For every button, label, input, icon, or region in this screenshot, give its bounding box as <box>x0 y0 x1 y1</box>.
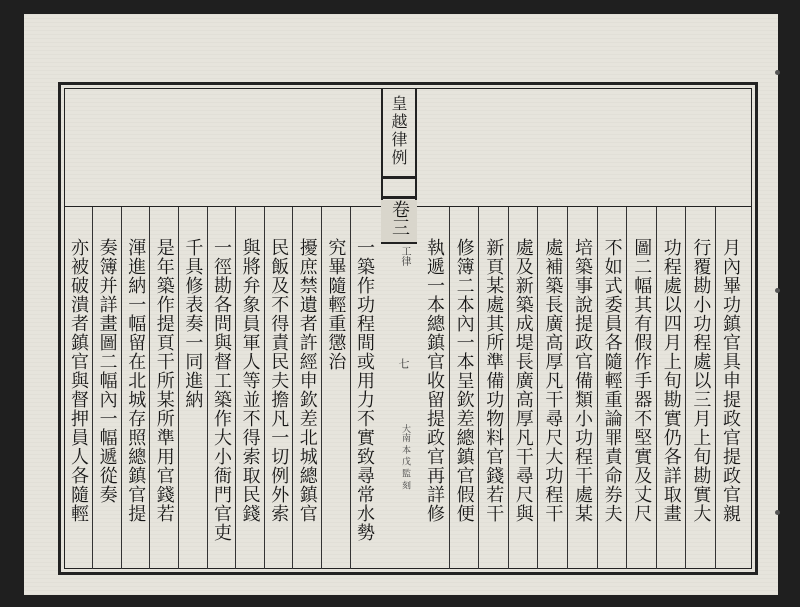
column-rule <box>626 207 627 569</box>
left-page-column: 奏簿并詳畫圖二幅內一幅遞從奏 <box>96 238 118 504</box>
column-rule <box>478 207 479 569</box>
column-rule <box>350 207 351 569</box>
right-page-column: 行覆勘小功程處以三月上旬勘實大 <box>690 238 712 523</box>
column-rule <box>121 207 122 569</box>
column-rule <box>149 207 150 569</box>
column-rule <box>508 207 509 569</box>
binding-hole-bottom <box>775 510 780 515</box>
column-rule <box>235 207 236 569</box>
left-page-column: 與將弁象員軍人等並不得索取民錢 <box>239 238 261 523</box>
left-page-column: 究畢隨輕重懲治 <box>325 238 347 371</box>
column-rule <box>537 207 538 569</box>
fold-band-bottom <box>381 196 417 199</box>
column-rule <box>92 207 93 569</box>
volume-label: 卷三 <box>389 200 410 236</box>
right-page-column: 不如式委員各隨輕重論罪責命券夫 <box>601 238 623 523</box>
column-rule <box>685 207 686 569</box>
right-page-column: 處補築長廣高厚凡干尋尺大功程干 <box>542 238 564 523</box>
left-page-column: 民飯及不得責民夫擔凡一切例外索 <box>268 238 290 523</box>
volume-subtitle: 工律 <box>399 246 410 266</box>
column-rule <box>292 207 293 569</box>
right-page-column: 新頁某處其所準備功物料官錢若干 <box>483 238 505 523</box>
right-page-column: 處及新築成堤長廣高厚凡干尋尺與 <box>512 238 534 523</box>
left-page-column: 千具修表奏一同進納 <box>182 238 204 409</box>
column-rule <box>597 207 598 569</box>
right-page-column: 培築事說提政官備類小功程干處某 <box>572 238 593 523</box>
left-page-column: 是年築作提頁干所某所準用官錢若 <box>153 238 175 523</box>
left-page-column: 亦被破潰者鎮官與督押員人各隨輕 <box>68 238 89 523</box>
column-rule <box>264 207 265 569</box>
book-title: 皇越律例 <box>389 95 408 167</box>
right-page-column: 執遞一本總鎮官收留提政官再詳修 <box>424 238 445 523</box>
colophon: 大南 本 戊 監 刻 <box>400 424 410 490</box>
column-rule <box>567 207 568 569</box>
right-page-column: 月內畢功鎮官具申提政官提政官親 <box>720 238 741 523</box>
fold-band-top <box>381 176 417 179</box>
left-page-column: 一築作功程間或用力不實致尋常水勢 <box>354 238 375 542</box>
column-rule <box>449 207 450 569</box>
column-rule <box>656 207 657 569</box>
right-page-column: 圖二幅其有假作手器不堅實及丈尺 <box>631 238 653 523</box>
left-page-column: 擾庶禁遺者許經申欽差北城總鎮官 <box>296 238 318 523</box>
left-page-column: 渾進納一幅留在北城存照總鎮官提 <box>125 238 147 523</box>
left-page-column: 一徑勘各問與督工築作大小衙門官吏 <box>211 238 232 542</box>
page-number: 七 <box>397 358 410 369</box>
right-page-column: 修簿二本內一本呈欽差總鎮官假便 <box>453 238 475 523</box>
column-rule <box>321 207 322 569</box>
column-rule <box>178 207 179 569</box>
binding-hole-middle <box>775 288 780 293</box>
column-rule <box>715 207 716 569</box>
right-page-column: 功程處以四月上旬勘實仍各詳取畫 <box>660 238 682 523</box>
column-rule <box>207 207 208 569</box>
binding-hole-top <box>775 70 780 75</box>
